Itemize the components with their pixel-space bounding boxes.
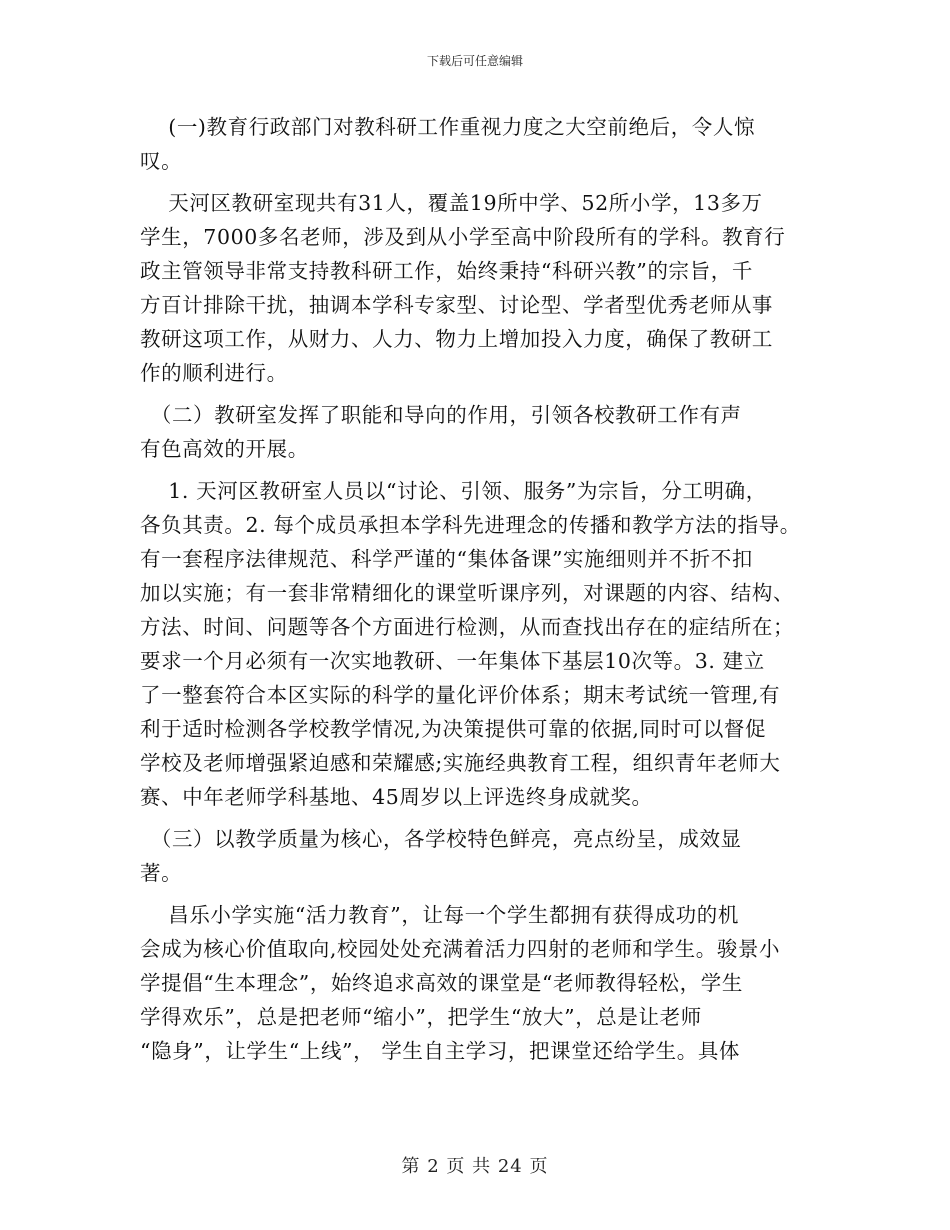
text-line: 方百计排除干扰，抽调本学科专家型、讨论型、学者型优秀老师从事 bbox=[140, 293, 773, 317]
text-line: 天河区教研室现共有31人，覆盖19所中学、52所小学，13多万 bbox=[140, 191, 763, 215]
text-line: 昌乐小学实施“活力教育”，让每一个学生都拥有获得成功的机 bbox=[140, 903, 739, 927]
paragraph bbox=[140, 474, 830, 814]
text-line: 著。 bbox=[140, 861, 183, 885]
page-content bbox=[140, 110, 830, 1068]
paragraph bbox=[140, 898, 830, 1068]
text-line: 学校及老师增强紧迫感和荣耀感;实施经典教育工程，组织青年老师大 bbox=[140, 751, 781, 775]
page-header: 下载后可任意编辑 bbox=[426, 54, 523, 68]
text-line: 学得欢乐”，总是把老师“缩小”，把学生“放大”，总是让老师 bbox=[140, 1005, 702, 1029]
text-line: 要求一个月必须有一次实地教研、一年集体下基层10次等。3. 建立 bbox=[140, 649, 765, 673]
text-line: 有色高效的开展。 bbox=[140, 437, 309, 461]
text-line: (一)教育行政部门对教科研工作重视力度之大空前绝后，令人惊 bbox=[140, 115, 756, 139]
text-line: （三）以教学质量为核心，各学校特色鲜亮，亮点纷呈，成效显 bbox=[140, 827, 742, 851]
text-line: 政主管领导非常支持教科研工作，始终秉持“科研兴教”的宗旨，千 bbox=[140, 259, 753, 283]
text-line: 各负其责。2. 每个成员承担本学科先进理念的传播和教学方法的指导。 bbox=[140, 513, 801, 537]
text-line: 教研这项工作，从财力、人力、物力上增加投入力度，确保了教研工 bbox=[140, 327, 773, 351]
text-line: 赛、中年老师学科基地、45周岁以上评选终身成就奖。 bbox=[140, 785, 653, 809]
text-line: 利于适时检测各学校教学情况,为决策提供可靠的依据,同时可以督促 bbox=[140, 717, 767, 741]
text-line: 加以实施；有一套非常精细化的课堂听课序列，对课题的内容、结构、 bbox=[140, 581, 795, 605]
text-line: 学提倡“生本理念”，始终追求高效的课堂是“老师教得轻松，学生 bbox=[140, 971, 743, 995]
text-line: “隐身”，让学生“上线”， 学生自主学习，把课堂还给学生。具体 bbox=[140, 1039, 741, 1063]
text-line: 有一套程序法律规范、科学严谨的“集体备课”实施细则并不折不扣 bbox=[140, 547, 753, 571]
paragraph bbox=[140, 822, 830, 890]
text-line: 学生，7000多名老师，涉及到从小学至高中阶段所有的学科。教育行 bbox=[140, 225, 786, 249]
text-line: 作的顺利进行。 bbox=[140, 361, 288, 385]
page-footer: 第 2 页 共 24 页 bbox=[401, 1156, 549, 1177]
text-line: 1. 天河区教研室人员以“讨论、引领、服务”为宗旨，分工明确， bbox=[140, 479, 767, 503]
text-line: 了一整套符合本区实际的科学的量化评价体系；期末考试统一管理,有 bbox=[140, 683, 781, 707]
text-line: 方法、时间、问题等各个方面进行检测，从而查找出存在的症结所在； bbox=[140, 615, 795, 639]
text-line: 叹。 bbox=[140, 149, 183, 173]
text-line: （二）教研室发挥了职能和导向的作用，引领各校教研工作有声 bbox=[140, 403, 742, 427]
paragraph bbox=[140, 110, 830, 178]
paragraph bbox=[140, 398, 830, 466]
text-line: 会成为核心价值取向,校园处处充满着活力四射的老师和学生。骏景小 bbox=[140, 937, 781, 961]
paragraph bbox=[140, 186, 830, 390]
